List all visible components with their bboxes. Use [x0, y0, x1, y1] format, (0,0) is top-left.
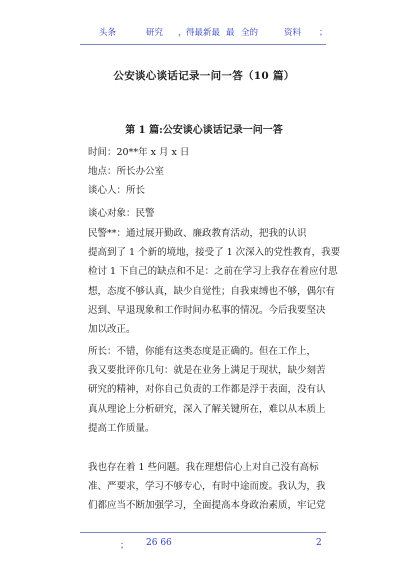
text-line: 我又要批评你几句：就是在业务上满足于现状，缺少刻苦: [88, 365, 326, 377]
header-item: 得最新最: [186, 28, 221, 38]
header-item: 资料: [284, 28, 302, 38]
text-line: 真从理论上分析研究，深入了解关键所在，难以从本质上: [88, 403, 326, 415]
text-line: 所长：不错，你能有这类态度是正确的。但在工作上，: [88, 346, 317, 357]
header-item: 最: [226, 28, 235, 38]
page-header: [0, 26, 408, 40]
header-item: 研究: [146, 28, 164, 38]
text-line: 提高工作质量。: [88, 422, 155, 434]
footer-numbers: 26 66: [146, 538, 172, 548]
page-number: 2: [316, 538, 322, 548]
section-heading: 第 1 篇:公安谈心谈话记录一问一答: [125, 125, 283, 136]
document-title: 公安谈心谈话记录一问一答（10 篇）: [113, 70, 295, 82]
text-line: 我也存在着 1 些问题。我在理想信心上对自己没有高标: [88, 462, 319, 473]
text-line: 想，态度不够认真，缺少自觉性；自我束缚也不够，偶尔有: [88, 285, 336, 297]
meta-speaker: 谈心人：所长: [88, 185, 146, 196]
paragraph-1: [88, 224, 341, 339]
text-line: 提高到了 1 个新的境地，接受了 1 次深入的党性教育，我要: [88, 247, 341, 259]
header-item: ；: [319, 28, 328, 38]
header-item: ，: [178, 28, 187, 38]
text-line: 检讨 1 下自己的缺点和不足：之前在学习上我存在着应付思: [88, 266, 338, 278]
page-footer: [0, 538, 408, 552]
footer-mark: ；: [120, 541, 130, 551]
paragraph-2: [88, 342, 326, 438]
text-line: 迟到、早退现象和工作时间办私事的情况。今后我要坚决: [88, 304, 326, 316]
text-line: 研究的精神，对你自己负责的工作都是浮于表面，没有认: [88, 384, 326, 396]
meta-location: 地点：所长办公室: [88, 166, 165, 177]
text-line: 民警**：通过展开勤政、廉政教育活动，把我的认识: [88, 228, 307, 239]
header-item: 头条: [99, 28, 117, 38]
text-line: 加以改正。: [88, 323, 136, 335]
footer-divider: [80, 532, 326, 533]
text-line: 准、严要求，学习不够专心，有时中途而废。我认为，我: [88, 481, 326, 493]
header-divider: [80, 44, 326, 45]
paragraph-3: [88, 458, 326, 516]
header-item: 全的: [241, 28, 259, 38]
meta-time: 时间：20**年 x 月 x 日: [88, 147, 190, 158]
meta-target: 谈心对象：民警: [88, 208, 155, 219]
text-line: 们都应当不断加强学习，全面提高本身政治素质，牢记党: [88, 500, 326, 512]
